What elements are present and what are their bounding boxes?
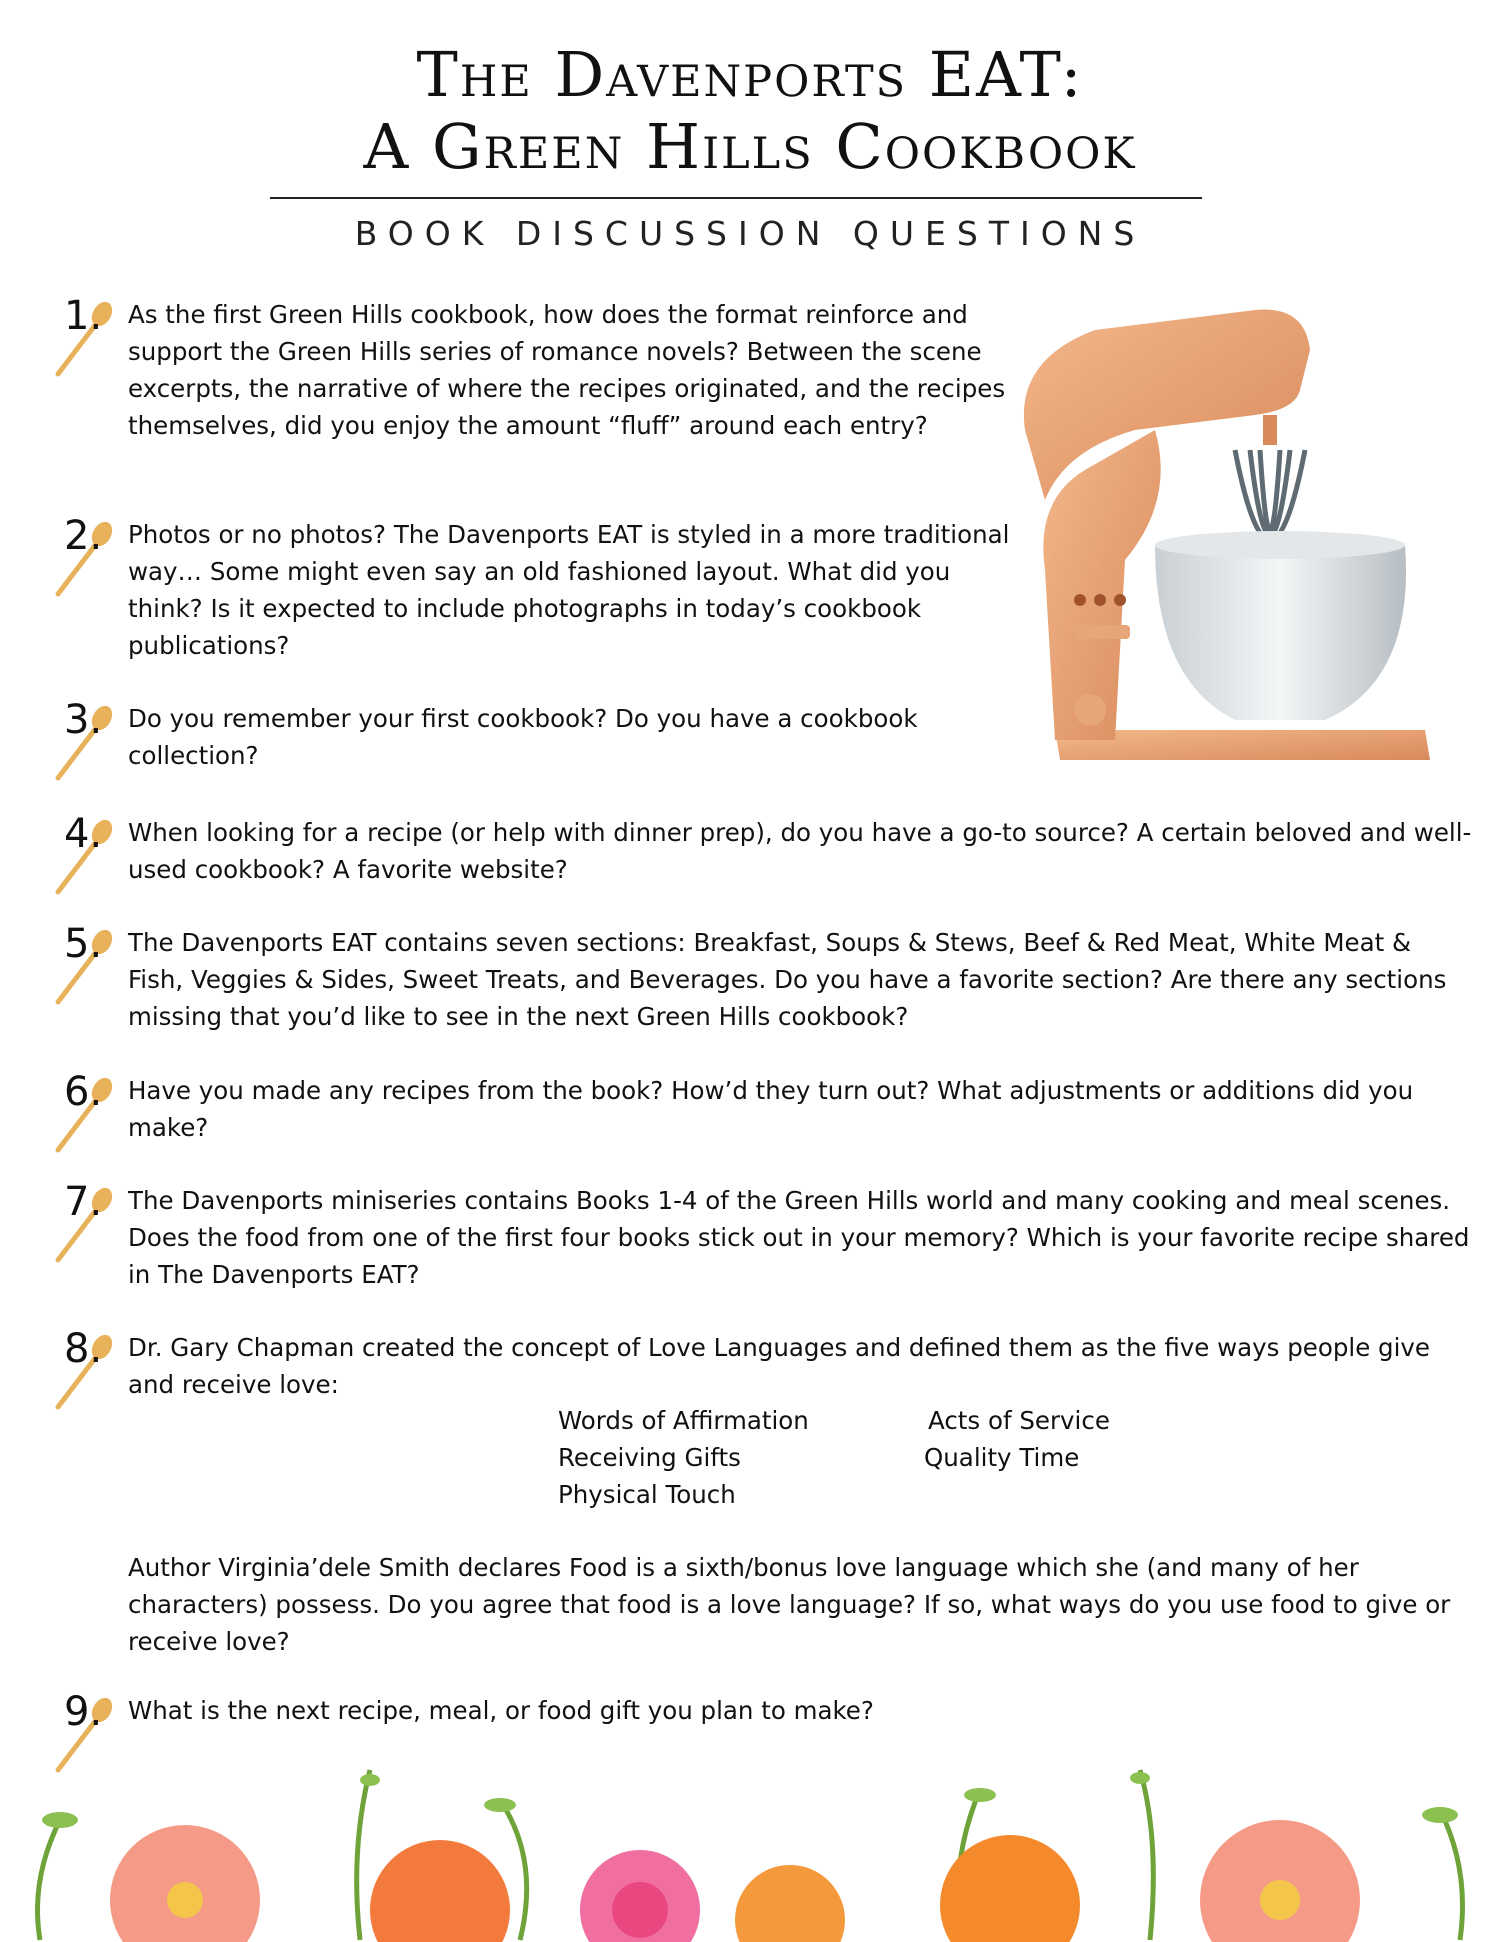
love-languages-list [558,1402,1158,1517]
love-language: Quality Time [924,1443,1080,1472]
question-number: 9. [64,1689,103,1735]
question-text: The Davenports miniseries contains Books 1-4 of the Green Hills world and many cooking and meal scenes. Does the food from one of the first four books stick out in your memory? Which is your favorite recipe shared in The Davenports EAT? [128,1186,1470,1289]
question-text: Do you remember your first cookbook? Do you have a cookbook collection? [128,704,918,770]
floral-border-illustration [0,1760,1500,1942]
question-text: The Davenports EAT contains seven sections: Breakfast, Soups & Stews, Beef & Red Meat, White Meat & Fish, Veggies & Sides, Sweet Treats, and Beverages. Do you have a favorite section? Are there any sections missing that you’d like to see in the next Green Hills cookbook? [128,928,1447,1031]
love-language: Words of Affirmation [558,1406,809,1435]
question-text: As the first Green Hills cookbook, how does the format reinforce and support the Green Hills series of romance novels? Between the scene excerpts, the narrative of where the recipes originated, and the recipes themselves, did you enjoy the amount “fluff” around each entry? [128,300,1006,440]
question-number: 6. [64,1069,103,1115]
question-text: When looking for a recipe (or help with dinner prep), do you have a go-to source? A certain beloved and well-used cookbook? A favorite website? [128,818,1472,884]
question-number: 2. [64,513,103,559]
question-number: 4. [64,811,103,857]
title-divider [270,197,1202,199]
love-language: Receiving Gifts [558,1443,741,1472]
question-number: 1. [64,293,103,339]
love-language: Physical Touch [558,1480,736,1509]
question-number: 8. [64,1326,103,1372]
title-line-2: A Green Hills Cookbook [363,110,1137,183]
title-line-1: The Davenports EAT: [416,38,1084,111]
question-text: Photos or no photos? The Davenports EAT is styled in a more traditional way… Some might even say an old fashioned layout. What did you think? Is it expected to include photographs in today’s cookbook publications? [128,520,1010,660]
question-number: 3. [64,697,103,743]
question-number: 7. [64,1179,103,1225]
subtitle: BOOK DISCUSSION QUESTIONS [354,214,1146,253]
question-8-followup: Author Virginia’dele Smith declares Food is a sixth/bonus love language which she (and many of her characters) possess. Do you agree that food is a love language? If so, what ways do you use food to give or receive love? [128,1553,1451,1656]
question-number: 5. [64,921,103,967]
question-text: Dr. Gary Chapman created the concept of Love Languages and defined them as the five ways people give and receive love: [128,1333,1430,1399]
question-text: Have you made any recipes from the book? How’d they turn out? What adjustments or additions did you make? [128,1076,1414,1142]
stand-mixer-illustration [1005,300,1435,770]
love-language: Acts of Service [928,1406,1110,1435]
question-text: What is the next recipe, meal, or food gift you plan to make? [128,1696,874,1725]
